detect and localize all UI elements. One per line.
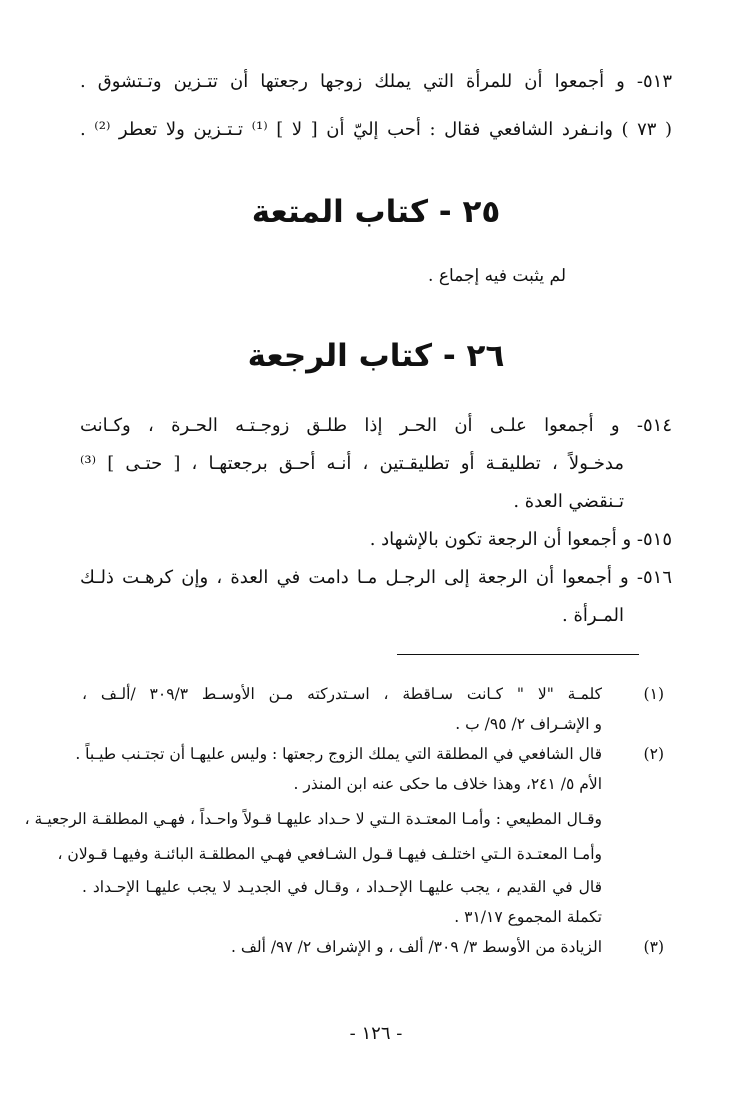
footnote-2-line-5: قال في القديم ، يجب عليهـا الإحـداد ، وقـال في الجديـد لا يجب عليهـا الإحـداد .	[82, 878, 602, 896]
footnote-3-line-1: الزيادة من الأوسط ٣/ ٣٠٩/ ألف ، و الإشراف ٢/ ٩٧/ ألف .	[230, 938, 602, 956]
page-number: - ١٢٦ -	[349, 1023, 403, 1044]
paragraph-514-line-2: مدخـولاً ، تطليقـة أو تطليقـتين ، أنـه أحـق برجعتهـا ، [ حتـى ] ⁽³⁾	[80, 453, 624, 474]
footnote-2-line-2: الأم ٥/ ٢٤١، وهذا خلاف ما حكى عنه ابن المنذر .	[293, 775, 602, 793]
footnote-3-number: (٣)	[643, 938, 664, 956]
paragraph-514-line-1: ٥١٤- و أجمعوا علـى أن الحـر إذا طلـق زوجـتـه الحـرة ، وكـانت	[80, 415, 672, 436]
footnote-2-line-3: وقـال المطيعي : وأمـا المعتـدة الـتي لا حـداد عليهـا قـولاً واحـداً ، فهـي المطلقـة الرجعيـة ،	[24, 810, 602, 828]
heading-book-25: ٢٥ - كتاب المتعة	[251, 194, 501, 230]
paragraph-73: ( ٧٣ ) وانـفرد الشافعي فقال : أحب إليّ أن [ لا ] ⁽¹⁾ تـتـزين ولا تعطر ⁽²⁾ .	[80, 119, 672, 140]
paragraph-513: ٥١٣- و أجمعوا أن للمرأة التي يملك زوجها رجعتها أن تتـزين وتـتشوق .	[80, 71, 672, 92]
paragraph-515: ٥١٥- و أجمعوا أن الرجعة تكون بالإشهاد .	[369, 529, 672, 550]
footnote-1-number: (١)	[643, 685, 664, 703]
paragraph-516-line-1: ٥١٦- و أجمعوا أن الرجعة إلى الرجـل مـا دامت في العدة ، وإن كرهـت ذلـك	[80, 567, 672, 588]
footnote-2-line-6: تكملة المجموع ٣١/١٧ .	[454, 908, 602, 926]
paragraph-516-line-2: المـرأة .	[562, 605, 624, 626]
heading-book-26: ٢٦ - كتاب الرجعة	[247, 338, 505, 374]
footnote-1-line-2: و الإشـراف ٢/ ٩٥/ ب .	[455, 715, 602, 733]
footnote-2-line-1: قال الشافعي في المطلقة التي يملك الزوج رجعتها : وليس عليهـا أن تجتـنب طيـباً .	[75, 745, 602, 763]
footnote-2-line-4: وأمـا المعتـدة الـتي اختلـف فيهـا قـول الشـافعي فهـي المطلقـة البائنـة وفيهـا قـولان ،	[57, 845, 602, 863]
footnote-separator	[397, 654, 639, 655]
footnote-1-line-1: كلمـة "لا " كـانت سـاقطة ، اسـتدركته مـن الأوسـط ٣٠٩/٣ /ألـف ،	[82, 685, 602, 703]
paragraph-514-line-3: تـنقضي العدة .	[513, 491, 624, 512]
footnote-2-number: (٢)	[643, 745, 664, 763]
section-25-text: لم يثبت فيه إجماع .	[428, 266, 566, 286]
